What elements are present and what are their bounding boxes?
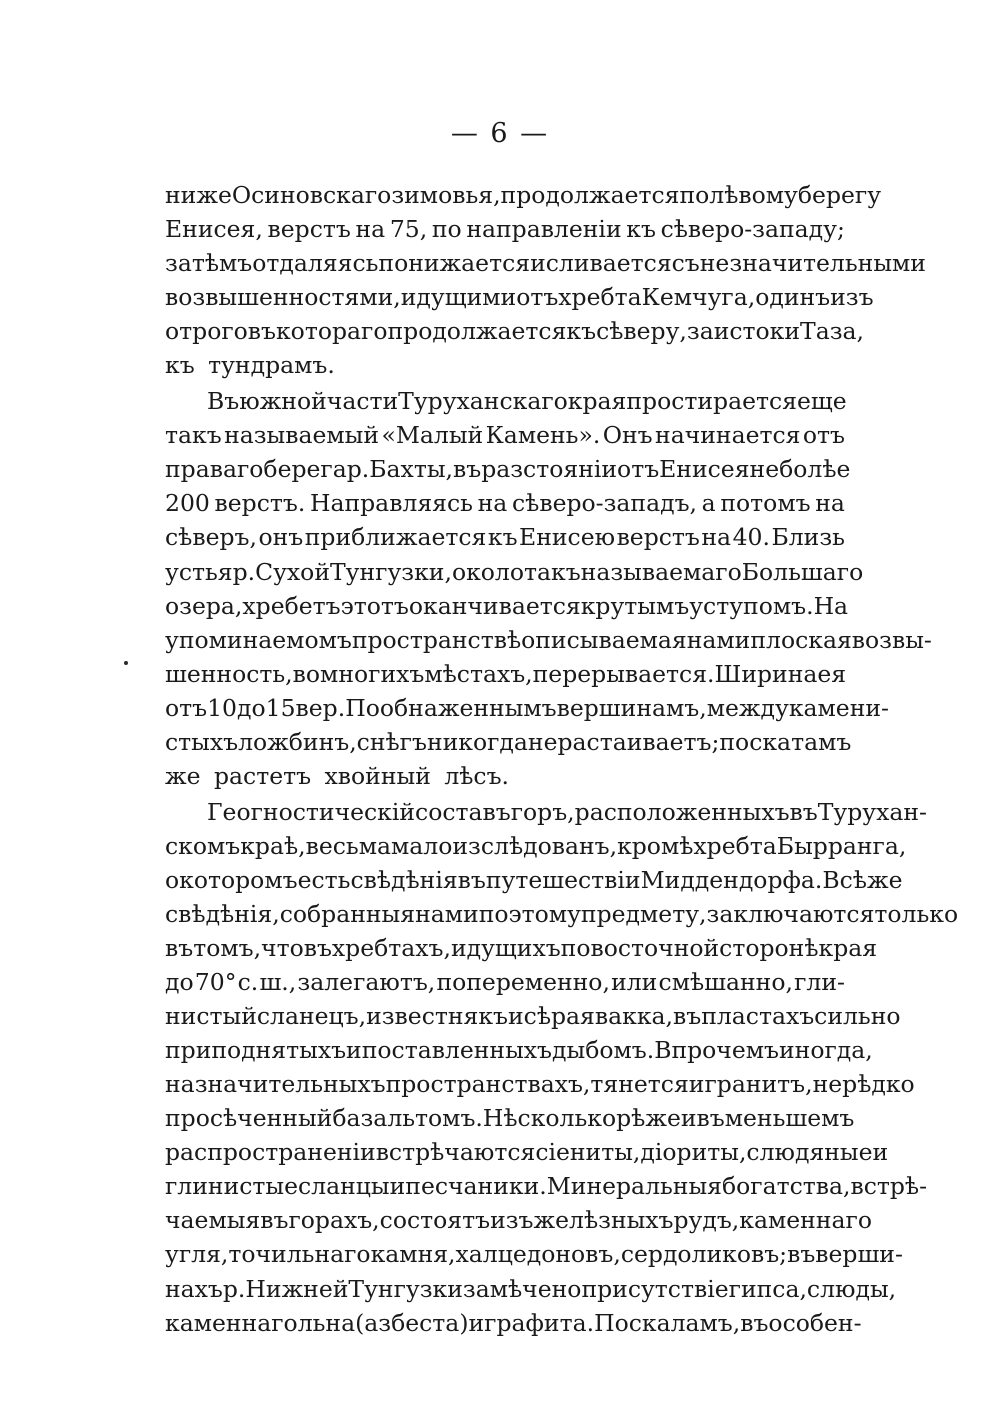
word: нами xyxy=(415,899,479,928)
text-line xyxy=(165,212,845,246)
word: и xyxy=(688,1070,705,1099)
word: На xyxy=(813,591,849,620)
word: съ xyxy=(671,249,700,278)
word: въ xyxy=(303,934,332,963)
word: Миддендорфа. xyxy=(640,865,823,894)
word: части xyxy=(326,387,399,416)
word: просѣченный xyxy=(165,1104,333,1133)
word: каменнаго xyxy=(165,1308,298,1337)
word: заключаются xyxy=(706,899,875,928)
text-line xyxy=(165,1306,862,1340)
text-line xyxy=(165,1033,873,1067)
word: Всѣ xyxy=(822,865,867,894)
word: идущими xyxy=(400,283,517,312)
word: нистый xyxy=(165,1002,257,1031)
word: гипса, xyxy=(728,1274,807,1303)
word: на xyxy=(355,215,386,244)
word: берега xyxy=(263,455,347,484)
word: верстъ. xyxy=(214,489,306,518)
word: льна xyxy=(297,1308,356,1337)
word: путешествіи xyxy=(485,865,641,894)
text-line xyxy=(165,657,845,691)
word: края xyxy=(567,387,627,416)
text-line xyxy=(165,555,864,589)
text-line xyxy=(165,863,903,897)
word: идущихъ xyxy=(450,934,561,963)
word: нерастаиваетъ; xyxy=(527,727,720,756)
word: каменнаго xyxy=(739,1206,872,1235)
text-line xyxy=(165,965,845,999)
text-line xyxy=(165,999,901,1033)
word: перерывается. xyxy=(532,659,715,688)
word: 10 xyxy=(207,693,238,722)
word: отроговъ xyxy=(165,317,276,346)
word: Нѣсколько xyxy=(482,1104,617,1133)
word: праваго xyxy=(165,455,264,484)
word: Онъ xyxy=(602,421,653,450)
word: слюды, xyxy=(806,1274,897,1303)
word: устья xyxy=(165,557,233,586)
word: такъ xyxy=(524,557,581,586)
word: понижается xyxy=(378,249,531,278)
word: только xyxy=(874,899,959,928)
word: въ xyxy=(453,455,482,484)
word: угля, xyxy=(165,1240,229,1269)
word: Камень». xyxy=(485,421,601,450)
word: сторонѣ xyxy=(719,934,819,963)
word: продолжается xyxy=(500,181,680,209)
body-text xyxy=(165,178,959,1340)
word: въ xyxy=(673,1002,702,1031)
text-line xyxy=(165,486,845,520)
word: приближается xyxy=(304,523,487,552)
word: известнякъ xyxy=(366,1002,508,1031)
word: по xyxy=(560,934,591,963)
word: свѣдѣнія, xyxy=(165,899,280,928)
word: базальтомъ. xyxy=(332,1104,483,1133)
word: Ширина xyxy=(714,659,818,688)
word: песчаники. xyxy=(405,1172,547,1201)
text-line xyxy=(165,280,874,314)
word: По xyxy=(594,1308,629,1337)
word: ниже xyxy=(165,181,232,209)
word: упоминаемомъ xyxy=(165,625,352,654)
word: въ xyxy=(789,797,818,826)
word: вер. xyxy=(295,693,346,722)
word: нами xyxy=(686,625,751,654)
word: изслѣдованъ, xyxy=(452,831,618,860)
word: что xyxy=(261,934,304,963)
word: Сухой xyxy=(255,557,330,586)
word: (азбеста) xyxy=(355,1308,469,1337)
word: желѣзныхъ xyxy=(533,1206,674,1235)
word: сѣверъ, xyxy=(165,523,257,552)
word: верстъ xyxy=(267,215,351,244)
word: горъ, xyxy=(510,797,575,826)
word: въ xyxy=(787,1240,816,1269)
word: поставленныхъ xyxy=(361,1036,553,1065)
text-line: же растетъ хвойный лѣсъ. xyxy=(165,761,510,790)
word: шенность, xyxy=(165,659,293,688)
word: сливается xyxy=(545,249,672,278)
word: отъ xyxy=(802,421,845,450)
word: же xyxy=(866,865,903,894)
word: описываемая xyxy=(521,625,687,654)
word: въ xyxy=(260,1206,289,1235)
word: горахъ, xyxy=(288,1206,380,1235)
word: стыхъ xyxy=(165,727,239,756)
word: «Малый xyxy=(381,421,484,450)
word: сланецъ, xyxy=(256,1002,367,1031)
word: южной xyxy=(239,387,327,416)
word: 75, xyxy=(389,215,428,244)
word: простирается xyxy=(626,387,798,416)
word: нерѣдко xyxy=(812,1070,915,1099)
word: гранитъ, xyxy=(704,1070,813,1099)
word: въ xyxy=(740,1308,769,1337)
word: смѣшанно, xyxy=(658,968,793,997)
word: отдаляясь xyxy=(252,249,379,278)
word: отъ xyxy=(165,693,208,722)
word: По xyxy=(345,693,380,722)
word: до xyxy=(237,693,266,722)
word: возвышенностями, xyxy=(165,283,401,312)
word: попеременно, xyxy=(436,968,610,997)
text-line xyxy=(165,178,882,212)
word: къ xyxy=(487,523,518,552)
paragraph-first-line xyxy=(165,795,927,829)
word: встрѣчаются xyxy=(375,1138,536,1167)
word: разстояніи xyxy=(481,455,618,484)
word: на xyxy=(815,489,845,518)
word: сѣверо-западу; xyxy=(660,215,845,244)
word: по xyxy=(431,215,462,244)
word: и xyxy=(530,249,546,278)
text-line xyxy=(165,1272,897,1306)
word: 15 xyxy=(265,693,296,722)
word: потомъ xyxy=(720,489,811,518)
word: этому xyxy=(508,899,581,928)
paragraph-first-line xyxy=(165,384,845,418)
word: по xyxy=(478,899,509,928)
word: и xyxy=(468,1308,485,1337)
word: крутымъ xyxy=(580,591,690,620)
word: или xyxy=(611,968,658,997)
word: направленіи xyxy=(466,215,622,244)
word: болѣе xyxy=(779,455,851,484)
word: которомъ xyxy=(179,865,298,894)
word: Кемчуга, xyxy=(641,283,756,312)
text-line xyxy=(165,897,959,931)
word: озера, xyxy=(165,591,243,620)
text-line xyxy=(165,691,889,725)
word: еще xyxy=(797,387,847,416)
text-line xyxy=(165,246,926,280)
word: и xyxy=(346,1036,362,1065)
word: Турухан- xyxy=(817,797,927,826)
word: гли- xyxy=(794,968,845,997)
word: Таза, xyxy=(800,317,865,346)
word: и xyxy=(508,1002,524,1031)
word: сердоликовъ; xyxy=(620,1240,788,1269)
word: къ xyxy=(566,317,597,346)
word: Геогностическій xyxy=(207,797,416,826)
word: вершинамъ, xyxy=(556,693,707,722)
word: приподнятыхъ xyxy=(165,1036,347,1065)
word: пространствахъ, xyxy=(385,1070,591,1099)
word: Тунгузки xyxy=(348,1274,463,1303)
word: точильнаго xyxy=(228,1240,371,1269)
word: хребтахъ, xyxy=(331,934,451,963)
word: р. xyxy=(232,557,256,586)
word: составъ xyxy=(415,797,511,826)
word: изъ xyxy=(830,283,874,312)
text-line xyxy=(165,1101,855,1135)
word: называемый xyxy=(224,421,380,450)
word: лѣвому xyxy=(709,181,798,209)
word: и xyxy=(389,1172,406,1201)
page-number: — 6 — xyxy=(450,118,550,149)
word: сіениты, xyxy=(535,1138,641,1167)
word: во xyxy=(292,659,321,688)
word: и xyxy=(872,1138,889,1167)
word: нахъ xyxy=(165,1274,223,1303)
word: этотъ xyxy=(340,591,409,620)
word: сланцы xyxy=(298,1172,390,1201)
word: меньшемъ xyxy=(724,1104,855,1133)
text-line xyxy=(165,314,865,348)
word: р. xyxy=(222,1274,246,1303)
word: собранныя xyxy=(279,899,416,928)
text-line xyxy=(165,520,845,554)
word: Минеральныя xyxy=(546,1172,722,1201)
word: графита. xyxy=(484,1308,595,1337)
word: и xyxy=(680,1104,697,1133)
word: верстъ xyxy=(616,523,700,552)
word: Осиновскаго xyxy=(231,181,392,209)
word: по xyxy=(679,181,710,209)
word: дыбомъ. xyxy=(552,1036,655,1065)
word: Туруханскаго xyxy=(398,387,568,416)
word: хребетъ xyxy=(242,591,341,620)
word: обнаженнымъ xyxy=(379,693,557,722)
word: отъ xyxy=(516,283,559,312)
word: края xyxy=(818,934,878,963)
word: рудъ, xyxy=(673,1206,740,1235)
text-line xyxy=(165,418,845,452)
word: 70° xyxy=(194,968,237,997)
text-line xyxy=(165,452,851,486)
word: на xyxy=(165,1070,195,1099)
word: пространствѣ xyxy=(351,625,522,654)
word: р. xyxy=(346,455,370,484)
word: Енисею xyxy=(519,523,616,552)
word: до xyxy=(165,968,194,997)
word: по xyxy=(719,727,750,756)
word: хребта xyxy=(558,283,642,312)
word: свѣдѣнія xyxy=(350,865,458,894)
word: кромѣ xyxy=(617,831,694,860)
text-line xyxy=(165,1169,928,1203)
word: с. xyxy=(237,968,259,997)
word: называемаго xyxy=(580,557,742,586)
text-line xyxy=(165,1203,872,1237)
word: оканчивается xyxy=(408,591,581,620)
word: слюдяные xyxy=(746,1138,873,1167)
text-line xyxy=(165,829,907,863)
word: къ xyxy=(626,215,656,244)
word: о xyxy=(165,865,180,894)
word: мало xyxy=(391,831,453,860)
word: истоки xyxy=(713,317,801,346)
word: сильно xyxy=(814,1002,901,1031)
word: продолжается xyxy=(387,317,567,346)
word: вакка, xyxy=(594,1002,673,1031)
word: скаламъ, xyxy=(628,1308,741,1337)
word: камени- xyxy=(788,693,889,722)
word: скатамъ xyxy=(749,727,852,756)
word: есть xyxy=(297,865,351,894)
word: зимовья, xyxy=(391,181,501,209)
word: никогда xyxy=(426,727,528,756)
word: уступомъ. xyxy=(689,591,814,620)
word: отъ xyxy=(617,455,660,484)
word: 200 xyxy=(165,489,210,518)
word: ложбинъ, xyxy=(238,727,357,756)
word: затѣмъ xyxy=(165,249,253,278)
word: тянется xyxy=(590,1070,689,1099)
word: особен- xyxy=(768,1308,862,1337)
word: плоская xyxy=(750,625,852,654)
word: сѣверу, xyxy=(596,317,687,346)
word: присутствіе xyxy=(581,1274,729,1303)
word: сѣрая xyxy=(523,1002,595,1031)
word: ея xyxy=(817,659,847,688)
word: чаемыя xyxy=(165,1206,261,1235)
word: краѣ, xyxy=(240,831,306,860)
word: Тунгузки, xyxy=(330,557,452,586)
word: весьма xyxy=(305,831,392,860)
word: около xyxy=(451,557,525,586)
word: Бахты, xyxy=(369,455,453,484)
word: богатства, xyxy=(721,1172,851,1201)
word: рѣже xyxy=(616,1104,681,1133)
text-line: къ тундрамъ. xyxy=(165,351,335,380)
word: Нижней xyxy=(245,1274,349,1303)
text-line xyxy=(165,931,878,965)
word: томъ, xyxy=(193,934,262,963)
word: берегу xyxy=(797,181,882,209)
word: глинистые xyxy=(165,1172,299,1201)
word: распространеніи xyxy=(165,1138,376,1167)
word: замѣчено xyxy=(462,1274,582,1303)
word: восточной xyxy=(590,934,720,963)
word: иногда, xyxy=(779,1036,873,1065)
word: не xyxy=(749,455,780,484)
text-line xyxy=(165,1067,915,1101)
word: такъ xyxy=(165,421,222,450)
text-line xyxy=(165,589,849,623)
word: въ xyxy=(696,1104,725,1133)
word: Большаго xyxy=(741,557,864,586)
word: Близь xyxy=(771,523,845,552)
word: скомъ xyxy=(165,831,241,860)
word: Впрочемъ xyxy=(654,1036,779,1065)
word: діориты, xyxy=(640,1138,747,1167)
word: сѣверо-западъ, xyxy=(512,489,697,518)
word: встрѣ- xyxy=(850,1172,928,1201)
word: въ xyxy=(457,865,486,894)
word: Енисея, xyxy=(165,215,263,244)
word: мѣстахъ, xyxy=(424,659,533,688)
word: на xyxy=(701,523,732,552)
word: одинъ xyxy=(755,283,831,312)
word: 40. xyxy=(732,523,770,552)
word: возвы- xyxy=(851,625,932,654)
word: значительныхъ xyxy=(194,1070,386,1099)
word: предмету, xyxy=(580,899,707,928)
word: Направляясь xyxy=(309,489,473,518)
text-line xyxy=(165,1237,903,1271)
word: состоятъ xyxy=(379,1206,491,1235)
word: незначительными xyxy=(699,249,926,278)
word: изъ xyxy=(490,1206,534,1235)
word: на xyxy=(477,489,508,518)
word: снѣгъ xyxy=(356,727,427,756)
word: начинается xyxy=(655,421,801,450)
word: онъ xyxy=(258,523,304,552)
ink-speck xyxy=(124,661,128,665)
word: Енисея xyxy=(659,455,750,484)
word: хребта xyxy=(693,831,777,860)
word: верши- xyxy=(815,1240,903,1269)
text-line xyxy=(165,623,932,657)
word: Бырранга, xyxy=(776,831,907,860)
word: залегаютъ, xyxy=(297,968,436,997)
word: между xyxy=(706,693,789,722)
word: многихъ xyxy=(320,659,425,688)
word: Въ xyxy=(207,387,240,416)
word: за xyxy=(686,317,714,346)
word: камня, xyxy=(370,1240,456,1269)
word: а xyxy=(701,489,716,518)
word: въ xyxy=(165,934,194,963)
word: котораго xyxy=(275,317,388,346)
word: ш., xyxy=(259,968,297,997)
text-line xyxy=(165,725,852,759)
word: пластахъ xyxy=(701,1002,815,1031)
text-line xyxy=(165,1135,889,1169)
word: халцедоновъ, xyxy=(455,1240,621,1269)
word: расположенныхъ xyxy=(574,797,790,826)
